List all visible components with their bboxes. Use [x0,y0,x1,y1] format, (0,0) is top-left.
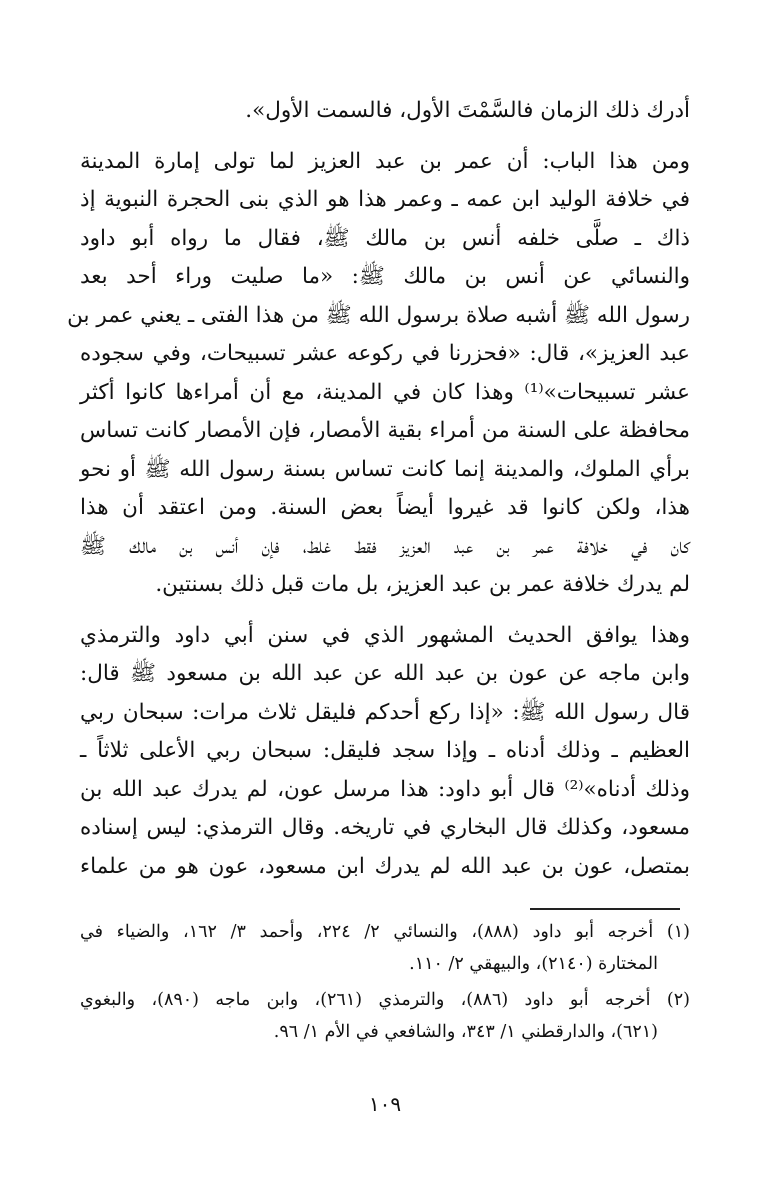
paragraph-2-line-5: رسول الله ﷺ أشبه صلاة برسول الله ﷺ من هذا الفتى ـ يعني عمر بن [67,302,690,328]
paragraph-2-line-9: برأي الملوك، والمدينة إنما كانت تساس بسنة رسول الله ﷺ أو نحو [80,456,690,482]
paragraph-2-line-11: كان في خلافة عمر بن عبد العزيز فقط غلط، فإن أنس بن مالك ﷺ [80,533,690,559]
paragraph-3-line-5: وذلك أدناه»⁽²⁾ قال أبو داود: هذا مرسل عون، لم يدرك عبد الله بن [80,776,690,802]
paragraph-1-line-1: أدرك ذلك الزمان فالسَّمْتَ الأول، فالسمت الأول». [245,98,690,123]
main-text [67,92,690,886]
paragraph-2-line-12: لم يدرك خلافة عمر بن عبد العزيز، بل مات قبل ذلك بسنتين. [155,572,690,597]
paragraph-3-line-2: وابن ماجه عن عون بن عبد الله عن عبد الله بن مسعود ﷺ قال: [80,661,690,686]
paragraph-2-line-1: ومن هذا الباب: أن عمر بن عبد العزيز لما تولى إمارة المدينة [80,148,690,174]
paragraph-3-line-1: وهذا يوافق الحديث المشهور الذي في سنن أبي داود والترمذي [80,622,690,648]
page-number: ١٠٩ [368,1092,402,1116]
footnote-2-line-2: (٦٢١)، والدارقطني ١/ ٣٤٣، والشافعي في الأم ١/ ٩٦. [273,1022,658,1042]
footnotes [80,916,690,1048]
paragraph-2-line-7: عشر تسبيحات»⁽¹⁾ وهذا كان في المدينة، مع أن أمراءها كانوا أكثر [80,379,690,405]
paragraph-3-line-4: العظيم ـ وذلك أدناه ـ وإذا سجد فليقل: سبحان ربي الأعلى ثلاثاً ـ [80,738,690,763]
paragraph-2-line-2: في خلافة الوليد ابن عمه ـ وعمر هذا هو الذي بنى الحجرة النبوية إذ [80,187,690,212]
footnote-1-line-1: (١) أخرجه أبو داود (٨٨٨)، والنسائي ٢/ ٢٢٤، وأحمد ٣/ ١٦٢، والضياء في [80,922,690,942]
footnote-2-line-1: (٢) أخرجه أبو داود (٨٨٦)، والترمذي (٢٦١)، وابن ماجه (٨٩٠)، والبغوي [80,990,690,1010]
paragraph-2-line-4: والنسائي عن أنس بن مالك ﷺ: «ما صليت وراء أحد بعد [80,264,690,289]
paragraph-2-line-8: محافظة على السنة من أمراء بقية الأمصار، فإن الأمصار كانت تساس [80,418,690,443]
paragraph-3-line-7: بمتصل، عون بن عبد الله لم يدرك ابن مسعود، عون هو من علماء [80,853,690,879]
paragraph-3-line-3: قال رسول الله ﷺ: «إذا ركع أحدكم فليقل ثلاث مرات: سبحان ربي [80,699,690,725]
footnote-separator [530,908,680,910]
paragraph-3-line-6: مسعود، وكذلك قال البخاري في تاريخه. وقال الترمذي: ليس إسناده [80,815,690,840]
paragraph-2-line-6: عبد العزيز»، قال: «فحزرنا في ركوعه عشر تسبيحات، وفي سجوده [80,341,690,366]
paragraph-2-line-3: ذاك ـ صلَّى خلفه أنس بن مالك ﷺ، فقال ما رواه أبو داود [80,225,690,251]
paragraph-2-line-10: هذا، ولكن كانوا قد غيروا أيضاً بعض السنة. ومن اعتقد أن هذا [80,495,690,520]
footnote-1-line-2: المختارة (٢١٤٠)، والبيهقي ٢/ ١١٠. [409,954,658,974]
